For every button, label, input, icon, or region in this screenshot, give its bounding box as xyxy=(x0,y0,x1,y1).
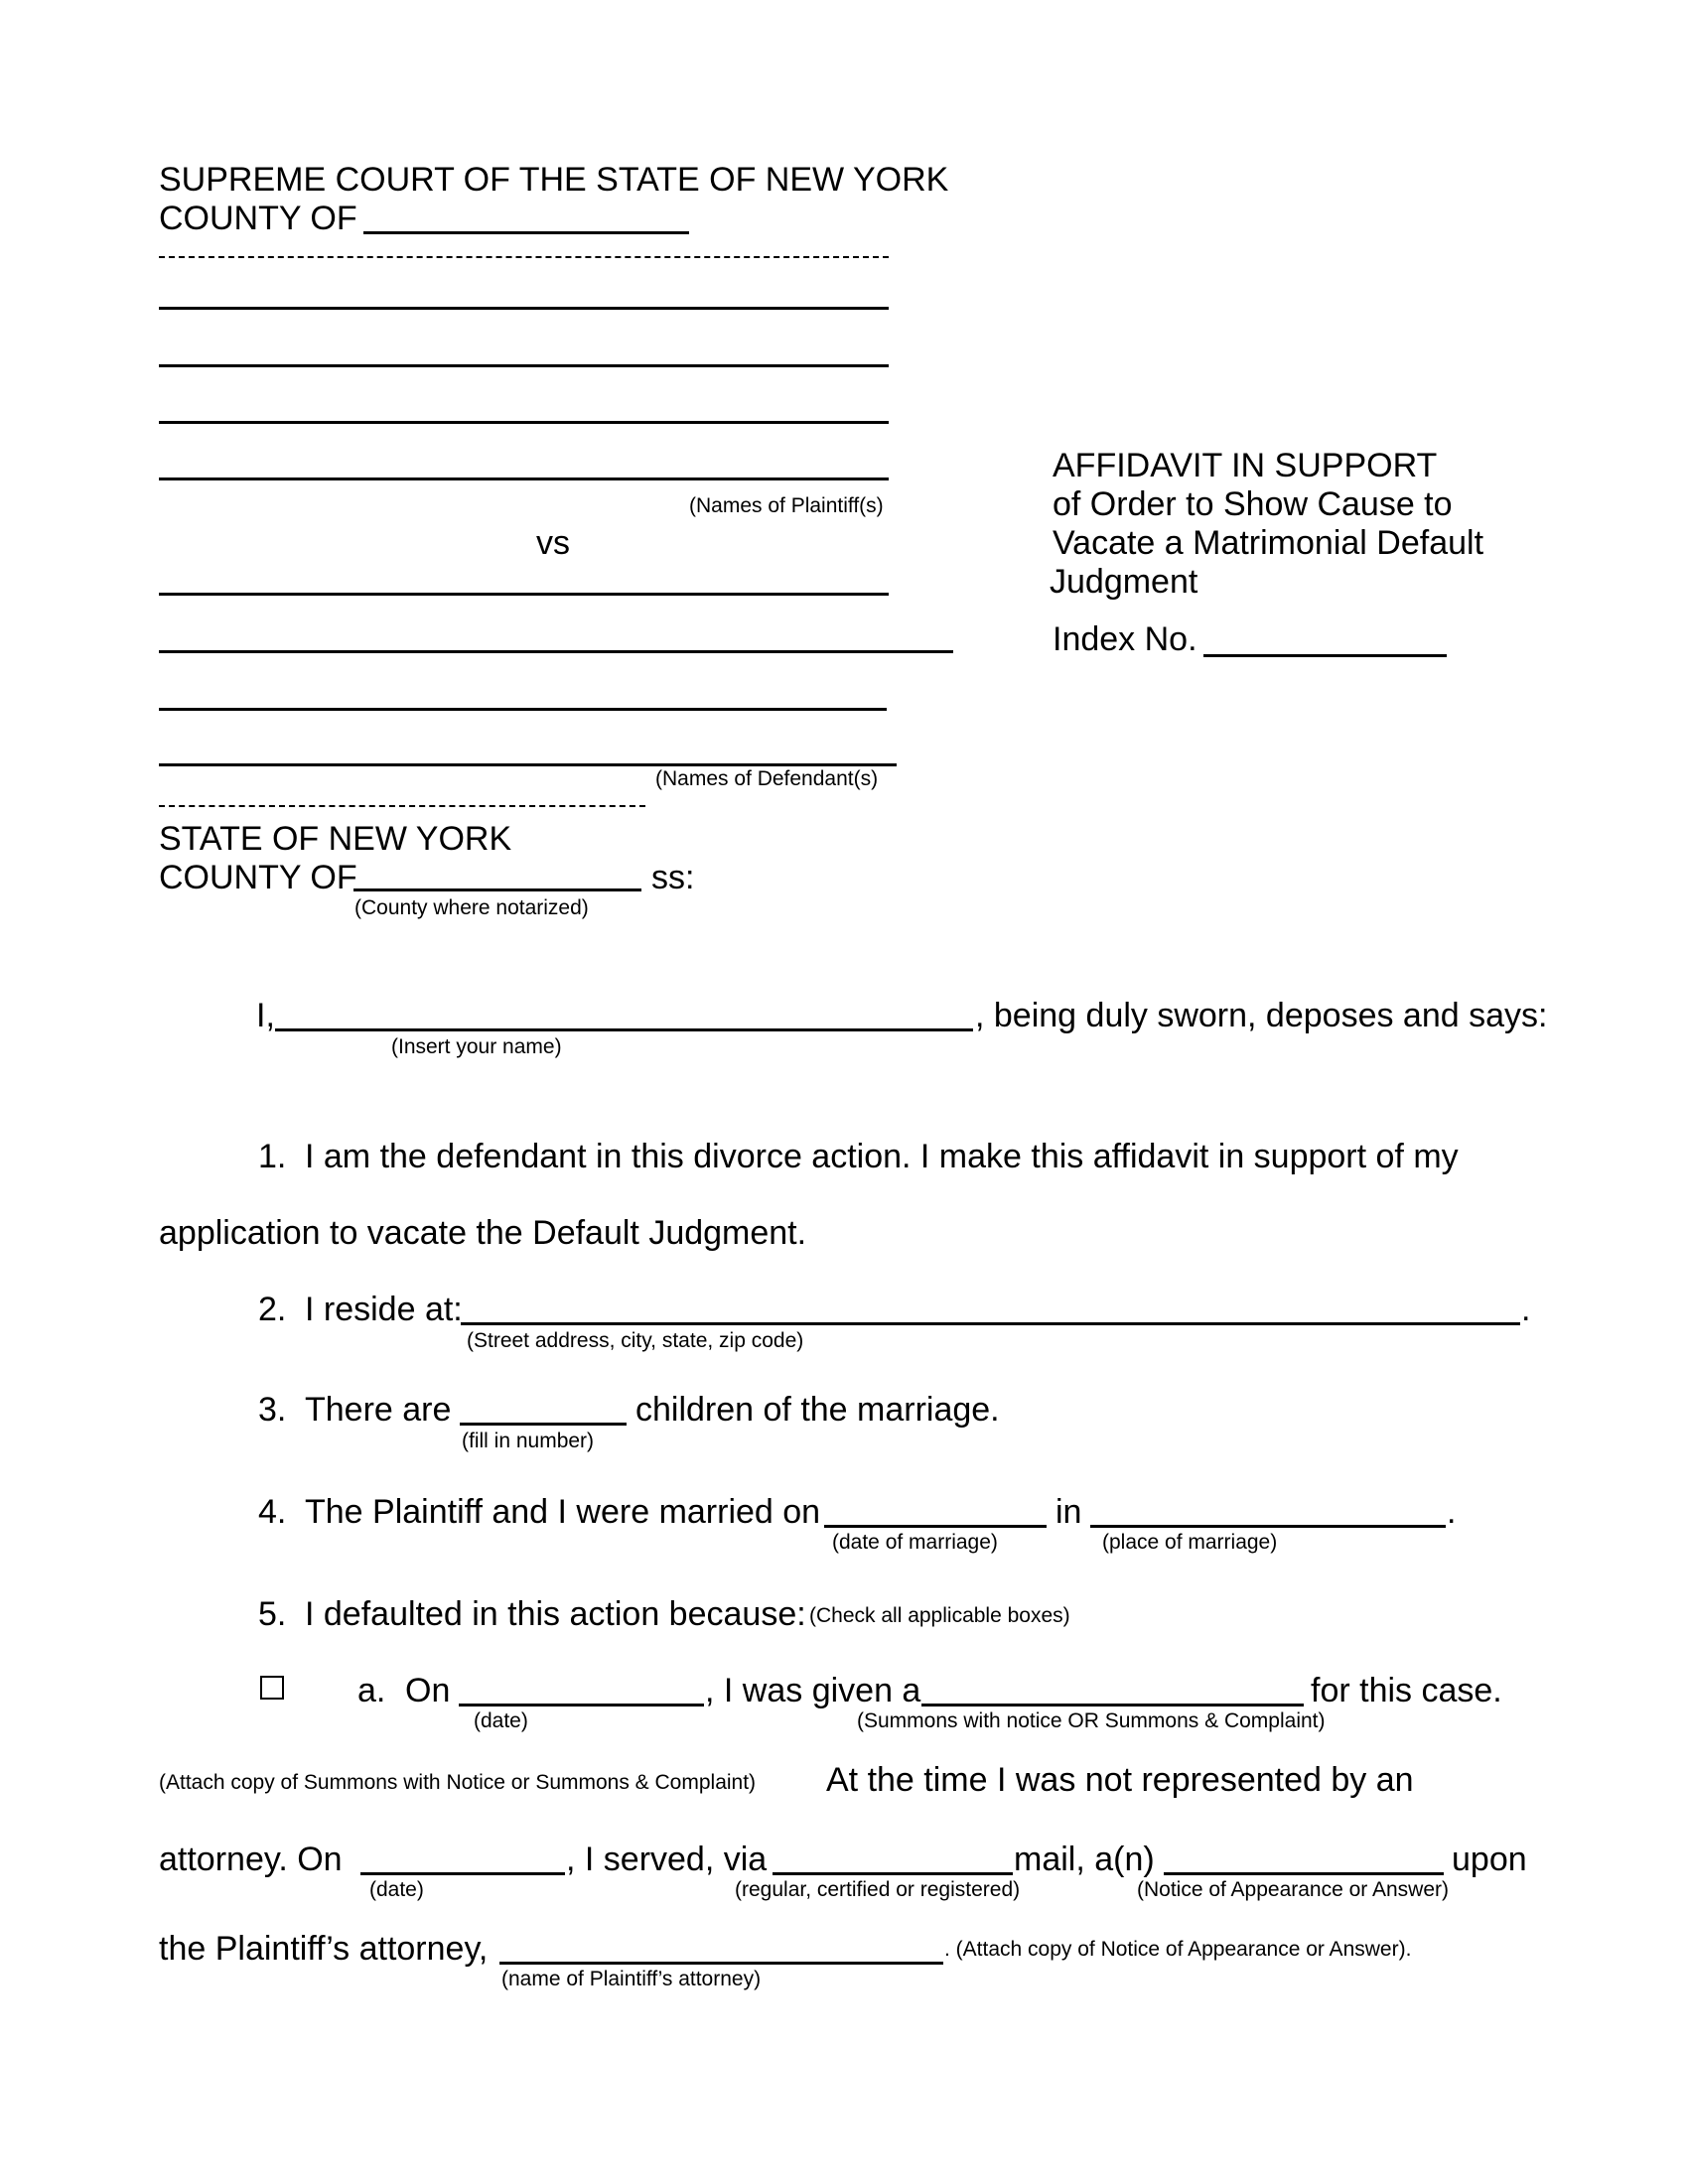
para4-pre: The Plaintiff and I were married on xyxy=(305,1493,821,1531)
option-a-attorney-on: attorney. On xyxy=(159,1841,343,1878)
oath-text: , being duly sworn, deposes and says: xyxy=(975,997,1548,1034)
oath-prefix: I, xyxy=(256,997,275,1034)
plaintiff-name-field-1[interactable] xyxy=(159,307,889,310)
para1-continuation: application to vacate the Default Judgment. xyxy=(159,1214,807,1252)
index-number-label: Index No. xyxy=(1053,620,1197,658)
para1-text: I am the defendant in this divorce action. I make this affidavit in support of my xyxy=(305,1138,1459,1175)
service-date-hint: (date) xyxy=(474,1709,528,1732)
versus-label: vs xyxy=(536,524,570,562)
para4-number: 4. xyxy=(258,1493,287,1531)
para3-post: children of the marriage. xyxy=(635,1391,1000,1429)
mail-type-field[interactable] xyxy=(773,1872,1013,1875)
plaintiff-name-field-3[interactable] xyxy=(159,421,889,424)
index-number-field[interactable] xyxy=(1203,654,1447,657)
court-name: SUPREME COURT OF THE STATE OF NEW YORK xyxy=(159,161,949,199)
option-a-plaintiff-attorney: the Plaintiff’s attorney, xyxy=(159,1930,489,1968)
marriage-place-hint: (place of marriage) xyxy=(1102,1531,1278,1554)
summons-type-field[interactable] xyxy=(921,1704,1304,1706)
document-title-line-4: Judgment xyxy=(1050,563,1198,601)
option-a-served-via: , I served, via xyxy=(566,1841,768,1878)
para5-hint: (Check all applicable boxes) xyxy=(809,1604,1070,1627)
option-a-mail: mail, a(n) xyxy=(1014,1841,1155,1878)
option-a-given: , I was given a xyxy=(705,1672,921,1709)
attach-notice-hint: . (Attach copy of Notice of Appearance or Answer). xyxy=(944,1938,1412,1961)
option-a-letter: a. xyxy=(357,1672,386,1709)
option-a-upon: upon xyxy=(1452,1841,1527,1878)
defendant-name-field-4[interactable] xyxy=(159,763,897,766)
children-count-hint: (fill in number) xyxy=(462,1430,595,1452)
document-title-line-3: Vacate a Matrimonial Default xyxy=(1053,524,1484,562)
summons-type-hint: (Summons with notice OR Summons & Complaint) xyxy=(857,1709,1326,1732)
para5-number: 5. xyxy=(258,1595,287,1633)
residence-address-field[interactable] xyxy=(461,1322,1520,1325)
document-title-line-2: of Order to Show Cause to xyxy=(1053,485,1453,523)
venue-county-label: COUNTY OF xyxy=(159,859,357,896)
venue-county-hint: (County where notarized) xyxy=(354,896,589,919)
para2-period: . xyxy=(1521,1291,1531,1328)
plaintiff-name-field-4[interactable] xyxy=(159,478,889,480)
venue-county-field[interactable] xyxy=(353,888,641,891)
para3-number: 3. xyxy=(258,1391,287,1429)
mail-type-hint: (regular, certified or registered) xyxy=(735,1878,1021,1901)
defendant-name-field-2[interactable] xyxy=(159,650,953,653)
defendant-name-field-3[interactable] xyxy=(159,708,887,711)
children-count-field[interactable] xyxy=(460,1423,627,1426)
marriage-date-field[interactable] xyxy=(824,1525,1047,1528)
defendants-hint: (Names of Defendant(s) xyxy=(655,767,879,790)
document-title-line-1: AFFIDAVIT IN SUPPORT xyxy=(1053,447,1438,484)
marriage-place-field[interactable] xyxy=(1090,1525,1446,1528)
caption-top-divider xyxy=(159,256,889,258)
para2-label: I reside at: xyxy=(305,1291,463,1328)
para4-in: in xyxy=(1055,1493,1082,1531)
para1-number: 1. xyxy=(258,1138,287,1175)
option-a-checkbox[interactable] xyxy=(260,1676,284,1700)
county-label: COUNTY OF xyxy=(159,200,357,237)
plaintiff-name-field-2[interactable] xyxy=(159,364,889,367)
service-date-field[interactable] xyxy=(459,1704,704,1706)
plaintiffs-hint: (Names of Plaintiff(s) xyxy=(689,494,884,517)
served-date-field[interactable] xyxy=(360,1872,565,1875)
venue-ss: ss: xyxy=(651,859,695,896)
para3-pre: There are xyxy=(305,1391,452,1429)
county-field[interactable] xyxy=(363,231,689,234)
residence-address-hint: (Street address, city, state, zip code) xyxy=(467,1329,804,1352)
served-date-hint: (date) xyxy=(369,1878,424,1901)
para5-text: I defaulted in this action because: xyxy=(305,1595,806,1633)
notice-type-field[interactable] xyxy=(1164,1872,1444,1875)
defendant-name-field-1[interactable] xyxy=(159,593,889,596)
notice-type-hint: (Notice of Appearance or Answer) xyxy=(1137,1878,1449,1901)
option-a-time-text: At the time I was not represented by an xyxy=(826,1761,1414,1799)
attach-summons-hint: (Attach copy of Summons with Notice or Summons & Complaint) xyxy=(159,1771,757,1794)
plaintiff-attorney-field[interactable] xyxy=(499,1962,943,1965)
affiant-name-hint: (Insert your name) xyxy=(391,1035,562,1058)
affiant-name-field[interactable] xyxy=(275,1028,973,1031)
marriage-date-hint: (date of marriage) xyxy=(832,1531,998,1554)
para4-period: . xyxy=(1447,1493,1457,1531)
option-a-for-case: for this case. xyxy=(1311,1672,1502,1709)
plaintiff-attorney-hint: (name of Plaintiff’s attorney) xyxy=(501,1968,762,1990)
option-a-on: On xyxy=(405,1672,451,1709)
venue-state: STATE OF NEW YORK xyxy=(159,820,512,858)
caption-bottom-divider xyxy=(159,805,645,807)
para2-number: 2. xyxy=(258,1291,287,1328)
